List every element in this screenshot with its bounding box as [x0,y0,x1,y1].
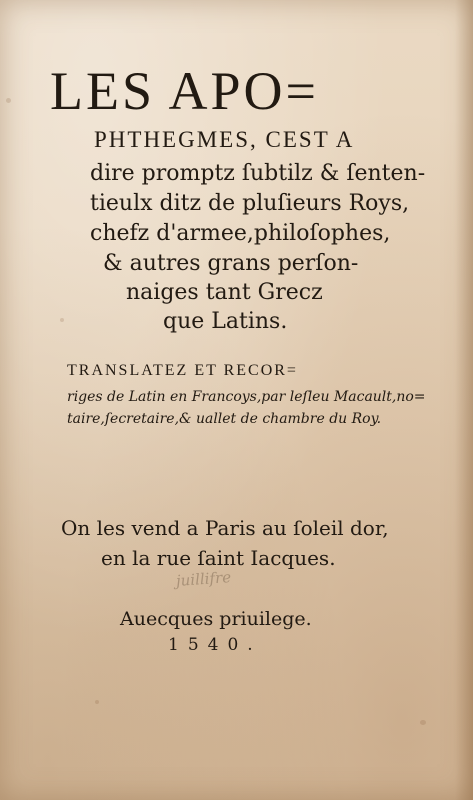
translation-line-2: riges de Latin en Francoys,par leſleu Macault,no= [67,389,426,405]
publication-date: 1540. [168,635,262,655]
page-edge-shadow [455,0,473,800]
foxing-spot [420,720,426,725]
title-line-6: & autres grans perſon- [103,251,359,276]
title-line-3: dire promptz ſubtilz & ſenten- [90,161,426,186]
title-line-5: chefz d'armee,philoſophes, [90,221,391,246]
publisher-line-2: en la rue ſaint Iacques. [101,546,336,570]
foxing-spot [6,98,11,103]
title-line-8: que Latins. [163,309,288,334]
translation-line-3: taire,ſecretaire,& uallet de chambre du Roy. [67,411,382,427]
title-line-7: naiges tant Grecz [126,280,323,305]
title-line-2: PHTHEGMES, CEST A [94,127,355,152]
foxing-spot [60,318,64,322]
translation-line-1: TRANSLATEZ ET RECOR= [67,362,298,379]
publisher-line-1: On les vend a Paris au ſoleil dor, [61,516,389,540]
privilege-line: Auecques priuilege. [120,608,312,630]
foxing-spot [95,700,99,704]
title-line-1: LES APO= [50,61,320,121]
ownership-mark: juillifre [175,568,232,590]
title-line-4: tieulx ditz de pluſieurs Roys, [90,191,410,216]
